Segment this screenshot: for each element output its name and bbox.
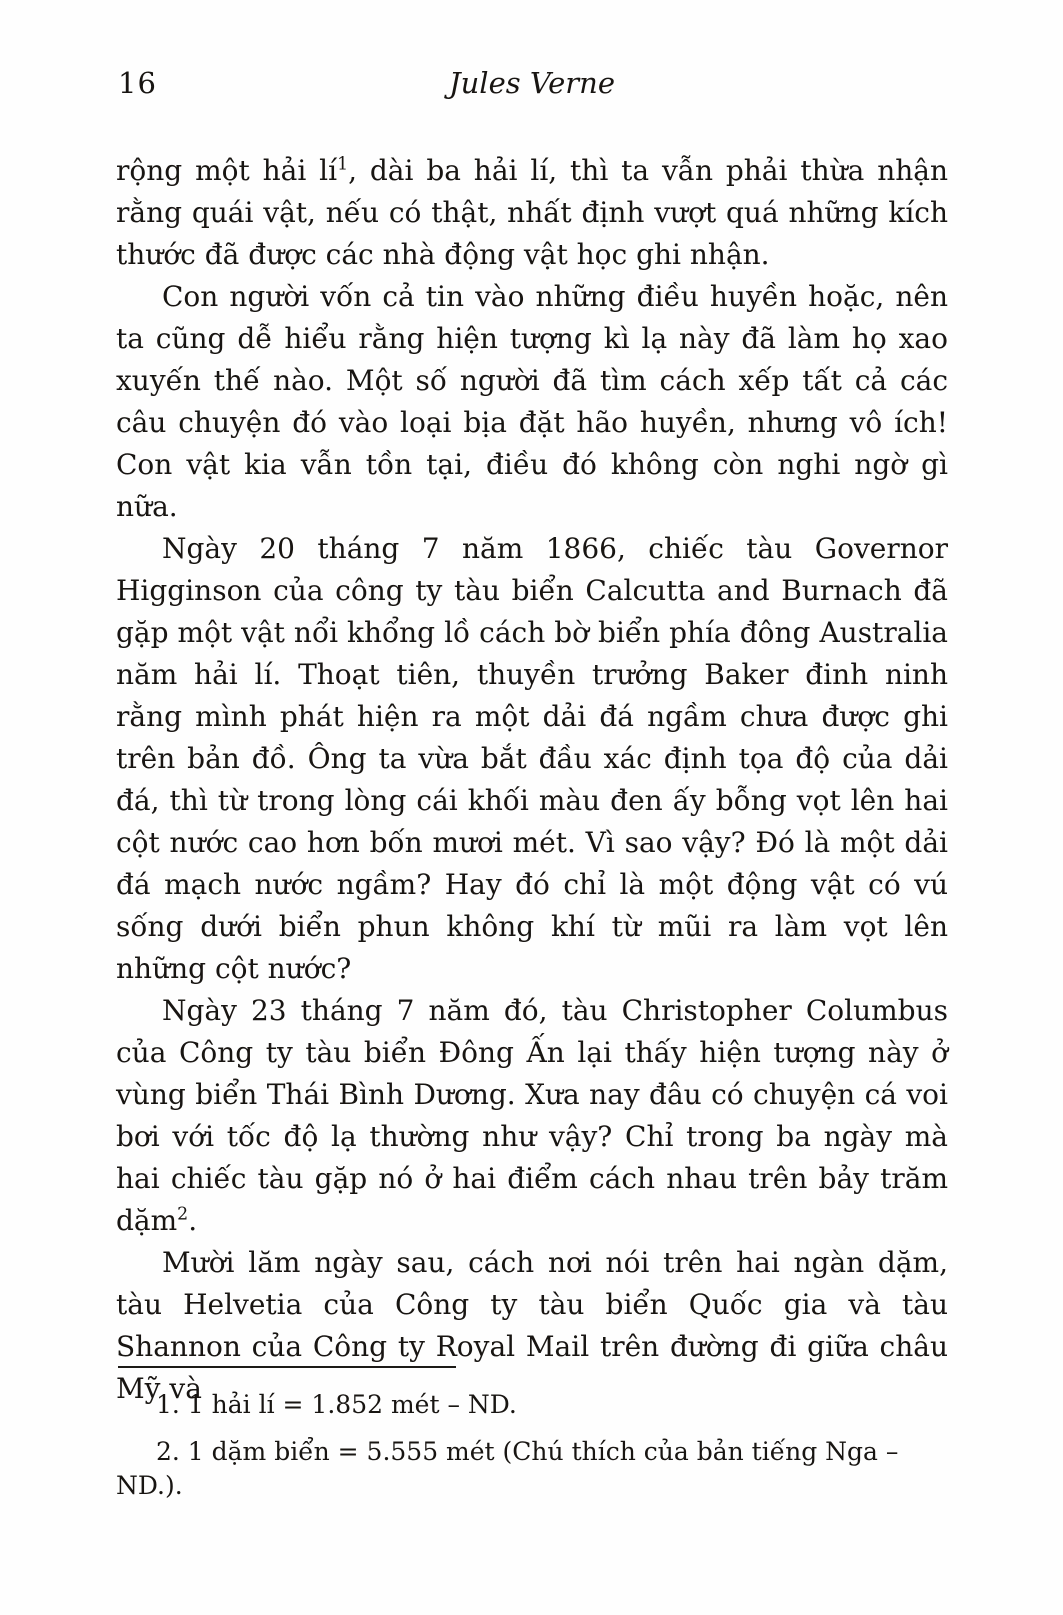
page-number: 16 [118, 66, 157, 100]
page-header [116, 66, 948, 100]
footnote-reference: 1 [337, 154, 349, 175]
paragraph: Con người vốn cả tin vào những điều huyền hoặc, nên ta cũng dễ hiểu rằng hiện tượng kì lạ này đã làm họ xao xuyến thế nào. Một số người đã tìm cách xếp tất cả các câu chuyện đó vào loại bịa đặt hão huyền, nhưng vô ích! Con vật kia vẫn tồn tại, điều đó không còn nghi ngờ gì nữa. [116, 280, 948, 523]
footnote-separator [118, 1366, 456, 1368]
footnote: 1. 1 hải lí = 1.852 mét – ND. [156, 1390, 517, 1419]
paragraph: Mười lăm ngày sau, cách nơi nói trên hai ngàn dặm, tàu Helvetia của Công ty tàu biển Quốc gia và tàu Shannon của Công ty Royal Mail trên đường đi giữa châu Mỹ và [116, 1246, 948, 1405]
footnote: 2. 1 dặm biển = 5.555 mét (Chú thích của bản tiếng Nga – ND.). [116, 1437, 899, 1500]
body-text [116, 150, 948, 1410]
paragraph: rộng một hải $lí^1$, dài ba hải lí, thì ta vẫn phải thừa nhận rằng quái vật, nếu có thật, nhất định vượt quá những kích thước đã được các nhà động vật học ghi nhận. [116, 154, 948, 271]
footnote-reference: 2 [177, 1204, 189, 1225]
paragraph: Ngày 23 tháng 7 năm đó, tàu Christopher Columbus của Công ty tàu biển Đông Ấn lại thấy hiện tượng này ở vùng biển Thái Bình Dương. Xưa nay đâu có chuyện cá voi bơi với tốc độ lạ thường như vậy? Chỉ trong ba ngày mà hai chiếc tàu gặp nó ở hai điểm cách nhau trên bảy trăm dặm$^2$. [116, 994, 948, 1237]
paragraph: Ngày 20 tháng 7 năm 1866, chiếc tàu Governor Higginson của công ty tàu biển Calcutta and Burnach đã gặp một vật nổi khổng lồ cách bờ biển phía đông Australia năm hải lí. Thoạt tiên, thuyền trưởng Baker đinh ninh rằng mình phát hiện ra một dải đá ngầm chưa được ghi trên bản đồ. Ông ta vừa bắt đầu xác định tọa độ của dải đá, thì từ trong lòng cái khối màu đen ấy bỗng vọt lên hai cột nước cao hơn bốn mươi mét. Vì sao vậy? Đó là một dải đá mạch nước ngầm? Hay đó chỉ là một động vật có vú sống dưới biển phun không khí từ mũi ra làm vọt lên những cột nước? [116, 532, 948, 985]
footnotes [116, 1388, 956, 1516]
running-title: Jules Verne [449, 66, 615, 100]
